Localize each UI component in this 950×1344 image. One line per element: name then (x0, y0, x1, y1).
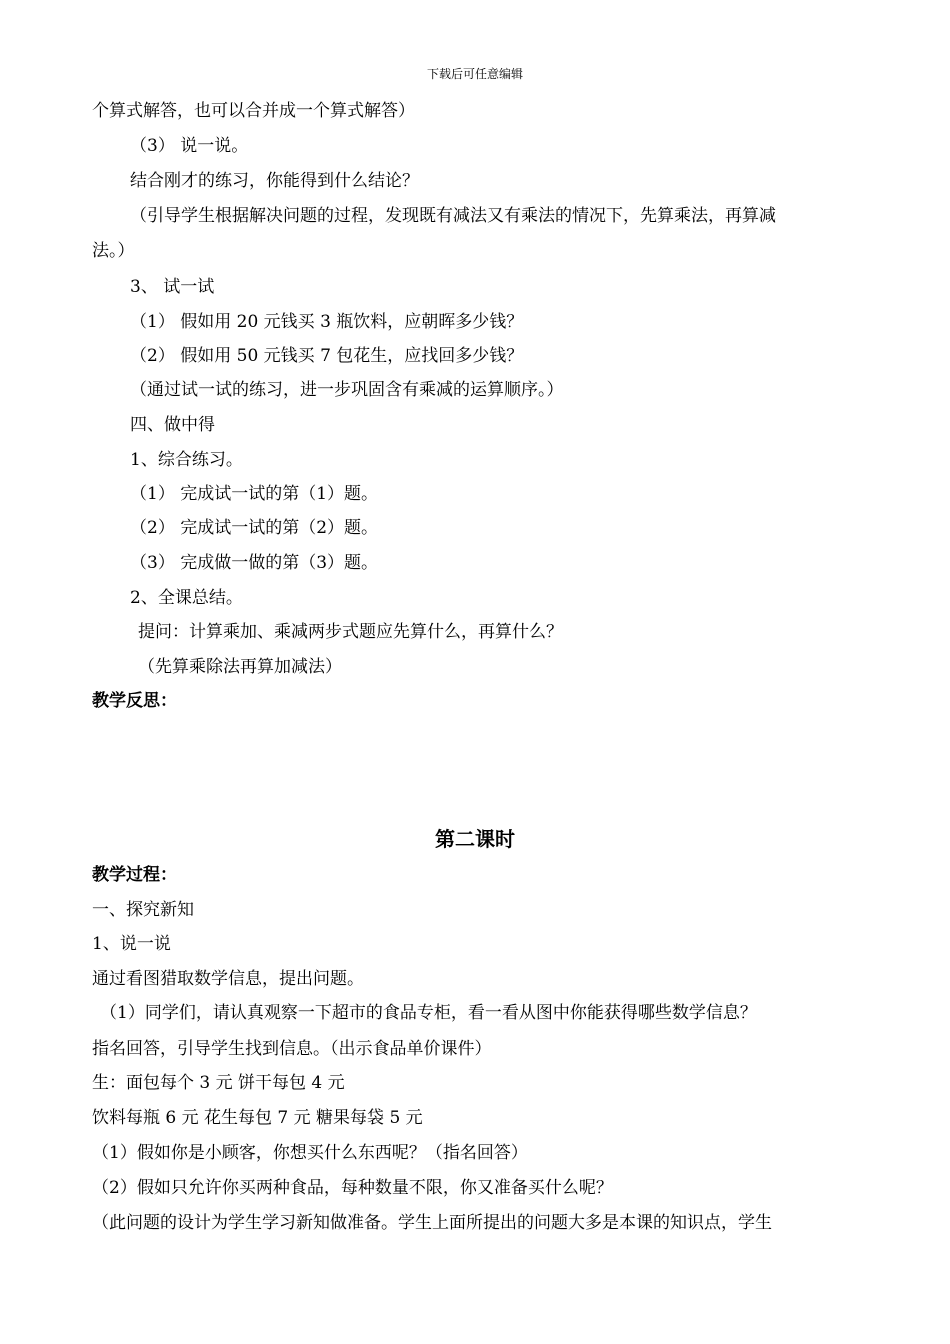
text-line: （2） 假如用 50 元钱买 7 包花生，应找回多少钱？ (130, 346, 524, 366)
text-line: （3） 完成做一做的第（3）题。 (130, 553, 379, 573)
text-line: （1） 假如用 20 元钱买 3 瓶饮料，应朝晖多少钱？ (130, 312, 524, 332)
text-line: 四、做中得 (130, 415, 215, 435)
text-line: 1、综合练习。 (130, 450, 243, 470)
text-line: 3、 试一试 (130, 277, 215, 297)
text-line: 提问：计算乘加、乘减两步式题应先算什么，再算什么？ (138, 622, 563, 642)
text-line: 1、说一说 (92, 934, 171, 954)
text-line: 法。） (92, 241, 135, 261)
text-line: 一、探究新知 (92, 900, 194, 920)
text-line: 2、全课总结。 (130, 588, 243, 608)
process-heading: 教学过程： (92, 865, 177, 885)
section-title: 第二课时 (435, 827, 515, 851)
text-line: （2） 完成试一试的第（2）题。 (130, 518, 379, 538)
text-line: 生：面包每个 3 元 饼干每包 4 元 (92, 1073, 345, 1093)
text-line: （先算乘除法再算加减法） (138, 657, 342, 677)
text-line: （通过试一试的练习，进一步巩固含有乘减的运算顺序。） (130, 380, 564, 400)
text-line: 结合刚才的练习，你能得到什么结论？ (130, 171, 419, 191)
text-line: （引导学生根据解决问题的过程，发现既有减法又有乘法的情况下，先算乘法，再算减 (130, 206, 776, 226)
text-line: 指名回答，引导学生找到信息。（出示食品单价课件） (92, 1039, 492, 1059)
text-line: （1） 完成试一试的第（1）题。 (130, 484, 379, 504)
text-line: （1）同学们，请认真观察一下超市的食品专柜，看一看从图中你能获得哪些数学信息？ (100, 1003, 757, 1023)
text-line: 通过看图猎取数学信息，提出问题。 (92, 969, 364, 989)
text-line: （1）假如你是小顾客，你想买什么东西呢？（指名回答） (92, 1143, 528, 1163)
page-header: 下载后可任意编辑 (426, 67, 523, 81)
text-line: （此问题的设计为学生学习新知做准备。学生上面所提出的问题大多是本课的知识点，学生 (92, 1213, 772, 1233)
text-line: （3） 说一说。 (130, 136, 249, 156)
text-line: 饮料每瓶 6 元 花生每包 7 元 糖果每袋 5 元 (92, 1108, 423, 1128)
text-line: （2）假如只允许你买两种食品，每种数量不限，你又准备买什么呢？ (92, 1178, 613, 1198)
reflection-heading: 教学反思： (92, 691, 177, 711)
text-line: 个算式解答，也可以合并成一个算式解答） (92, 101, 415, 121)
